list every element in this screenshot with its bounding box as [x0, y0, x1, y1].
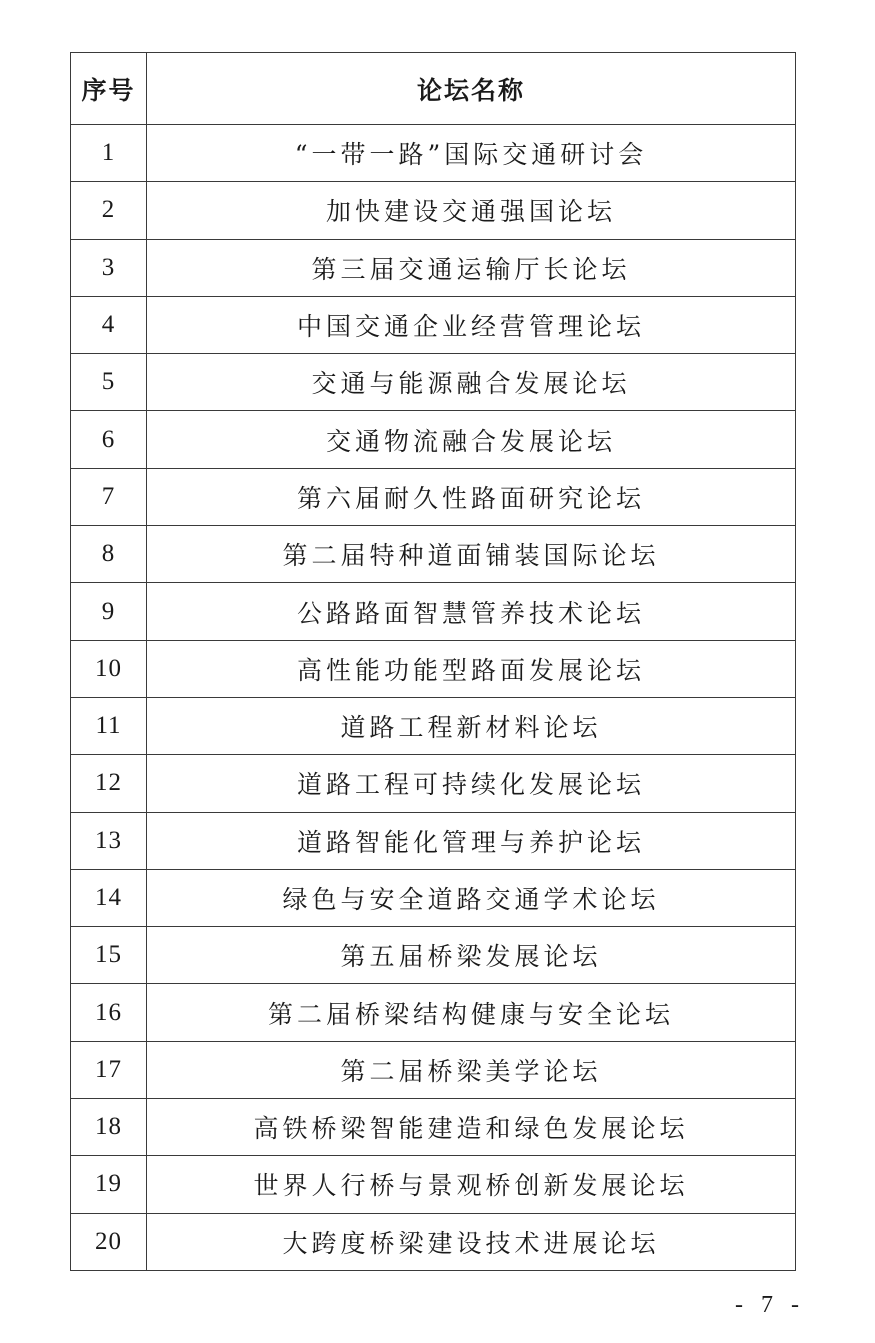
- row-index: 12: [71, 755, 147, 812]
- table-row: [71, 583, 796, 640]
- table-row: [71, 526, 796, 583]
- row-index: 17: [71, 1041, 147, 1098]
- table-row: [71, 984, 796, 1041]
- table-row: [71, 411, 796, 468]
- table-row: [71, 755, 796, 812]
- table-header: [71, 53, 796, 125]
- table-row: [71, 640, 796, 697]
- table-body: [71, 125, 796, 1271]
- row-forum-name: 交通物流融合发展论坛: [147, 411, 796, 468]
- table-row: [71, 812, 796, 869]
- row-forum-name: 加快建设交通强国论坛: [147, 182, 796, 239]
- row-index: 3: [71, 239, 147, 296]
- page-number: - 7 -: [735, 1292, 805, 1318]
- row-index: 7: [71, 468, 147, 525]
- forum-list-table: [70, 52, 796, 1271]
- table-row: [71, 927, 796, 984]
- table-row: [71, 697, 796, 754]
- row-index: 10: [71, 640, 147, 697]
- row-index: 2: [71, 182, 147, 239]
- table-row: [71, 869, 796, 926]
- header-forum-name: 论坛名称: [147, 53, 796, 125]
- row-forum-name: 第二届桥梁美学论坛: [147, 1041, 796, 1098]
- row-forum-name: 大跨度桥梁建设技术进展论坛: [147, 1213, 796, 1270]
- table-row: [71, 1156, 796, 1213]
- row-forum-name: 交通与能源融合发展论坛: [147, 354, 796, 411]
- row-index: 9: [71, 583, 147, 640]
- table-row: [71, 182, 796, 239]
- row-index: 11: [71, 697, 147, 754]
- row-index: 1: [71, 125, 147, 182]
- row-forum-name: 第二届特种道面铺装国际论坛: [147, 526, 796, 583]
- row-index: 19: [71, 1156, 147, 1213]
- row-index: 8: [71, 526, 147, 583]
- table-row: [71, 296, 796, 353]
- row-index: 16: [71, 984, 147, 1041]
- row-index: 13: [71, 812, 147, 869]
- row-forum-name: 第三届交通运输厅长论坛: [147, 239, 796, 296]
- row-forum-name: 第五届桥梁发展论坛: [147, 927, 796, 984]
- table-row: [71, 1213, 796, 1270]
- row-index: 14: [71, 869, 147, 926]
- row-forum-name: 道路工程可持续化发展论坛: [147, 755, 796, 812]
- row-forum-name: 第六届耐久性路面研究论坛: [147, 468, 796, 525]
- row-forum-name: 高铁桥梁智能建造和绿色发展论坛: [147, 1099, 796, 1156]
- table-row: [71, 1041, 796, 1098]
- row-forum-name: 道路工程新材料论坛: [147, 697, 796, 754]
- row-index: 15: [71, 927, 147, 984]
- row-index: 18: [71, 1099, 147, 1156]
- header-row: [71, 53, 796, 125]
- row-forum-name: 公路路面智慧管养技术论坛: [147, 583, 796, 640]
- row-forum-name: 中国交通企业经营管理论坛: [147, 296, 796, 353]
- row-index: 4: [71, 296, 147, 353]
- row-forum-name: “一带一路”国际交通研讨会: [147, 125, 796, 182]
- row-forum-name: 绿色与安全道路交通学术论坛: [147, 869, 796, 926]
- row-forum-name: 第二届桥梁结构健康与安全论坛: [147, 984, 796, 1041]
- table-row: [71, 468, 796, 525]
- table-row: [71, 125, 796, 182]
- row-forum-name: 世界人行桥与景观桥创新发展论坛: [147, 1156, 796, 1213]
- table-row: [71, 354, 796, 411]
- header-index: 序号: [71, 53, 147, 125]
- row-index: 20: [71, 1213, 147, 1270]
- row-index: 6: [71, 411, 147, 468]
- row-index: 5: [71, 354, 147, 411]
- row-forum-name: 道路智能化管理与养护论坛: [147, 812, 796, 869]
- row-forum-name: 高性能功能型路面发展论坛: [147, 640, 796, 697]
- table-row: [71, 239, 796, 296]
- table-row: [71, 1099, 796, 1156]
